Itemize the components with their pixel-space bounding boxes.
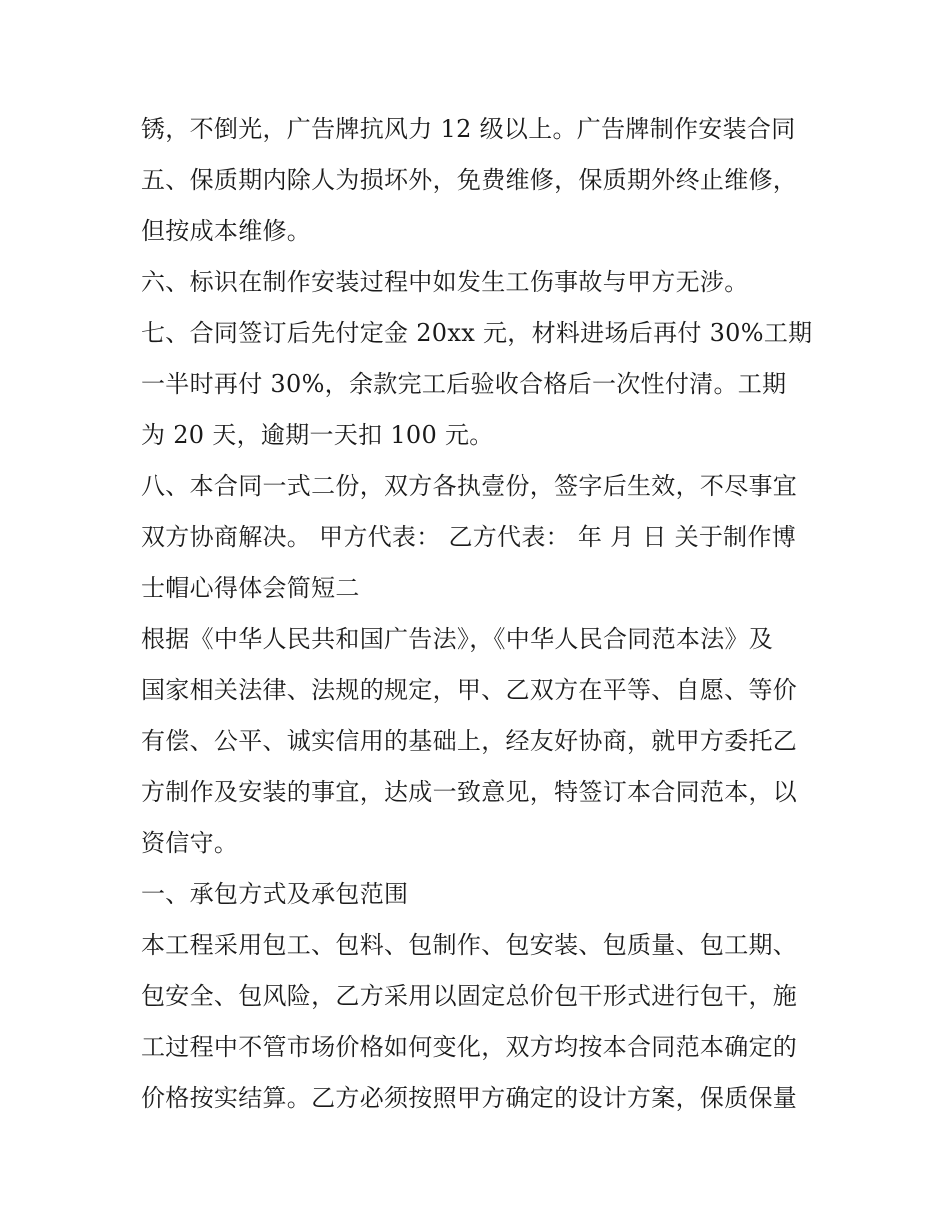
text-line: 一半时再付 30%，余款完工后验收合格后一次性付清。工期 [141,370,787,398]
text-line: 但按成本维修。 [141,217,312,245]
section-heading: 一、承包方式及承包范围 [141,880,409,908]
text-line: 有偿、公平、诚实信用的基础上，经友好协商，就甲方委托乙 [141,727,798,755]
text-line: 价格按实结算。乙方必须按照甲方确定的设计方案，保质保量 [141,1084,798,1112]
text-line: 锈，不倒光，广告牌抗风力 12 级以上。广告牌制作安装合同 [141,115,796,143]
text-line: 七、合同签订后先付定金 20xx 元，材料进场后再付 30%工期 [141,319,813,347]
text-line: 方制作及安装的事宜，达成一致意见，特签订本合同范本，以 [141,778,798,806]
text-line: 八、本合同一式二份，双方各执壹份，签字后生效，不尽事宜 [141,472,798,500]
text-line: 包安全、包风险，乙方采用以固定总价包干形式进行包干，施 [141,982,798,1010]
text-line: 本工程采用包工、包料、包制作、包安装、包质量、包工期、 [141,931,798,959]
text-line: 双方协商解决。 甲方代表： 乙方代表： 年 月 日 关于制作博 [141,523,797,551]
text-line: 工过程中不管市场价格如何变化，双方均按本合同范本确定的 [141,1033,798,1061]
text-line: 五、保质期内除人为损坏外，免费维修，保质期外终止维修， [141,166,798,194]
text-line: 根据《中华人民共和国广告法》，《中华人民合同范本法》及 [141,625,774,653]
text-line: 士帽心得体会简短二 [141,574,360,602]
text-line: 为 20 天，逾期一天扣 100 元。 [141,421,494,449]
text-line: 六、标识在制作安装过程中如发生工伤事故与甲方无涉。 [141,268,749,296]
text-line: 国家相关法律、法规的规定，甲、乙双方在平等、自愿、等价 [141,676,798,704]
text-line: 资信守。 [141,829,239,857]
